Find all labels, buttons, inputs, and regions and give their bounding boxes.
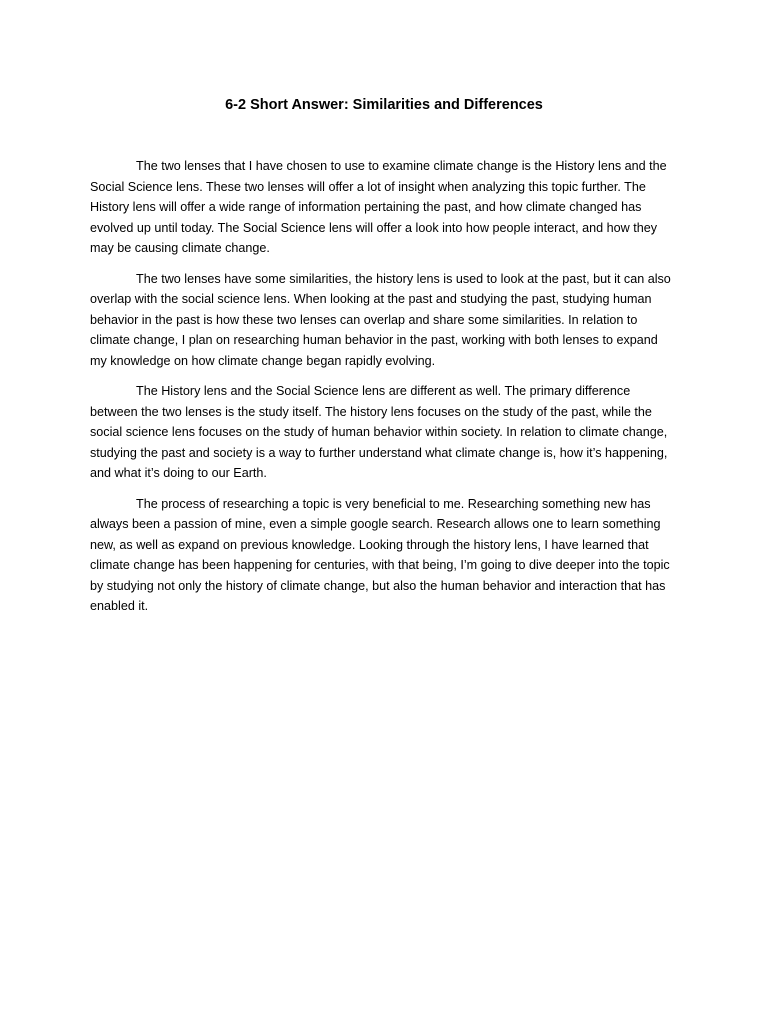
paragraph-1: The two lenses that I have chosen to use to examine climate change is the History lens and the Social Science lens. These two lenses will offer a lot of insight when analyzing this topic further. The History lens will offer a wide range of information pertaining the past, and how climate changed has evolved up until today. The Social Science lens will offer a look into how people interact, and how they may be causing climate change. — [90, 159, 667, 255]
document-title: 6-2 Short Answer: Similarities and Differences — [225, 97, 543, 113]
paragraph-2: The two lenses have some similarities, the history lens is used to look at the past, but it can also overlap with the social science lens. When looking at the past and studying the past, studying human behavior in the past is how these two lenses can overlap and share some similarities. In relation to climate change, I plan on researching human behavior in the past, working with both lenses to expand my knowledge on how climate change began rapidly evolving. — [90, 271, 671, 368]
paragraph-3: The History lens and the Social Science lens are different as well. The primary difference between the two lenses is the study itself. The history lens focuses on the study of the past, while the social science lens focuses on the study of human behavior within society. In relation to climate change, studying the past and society is a way to further understand what climate change is, how it’s happening, and what it’s doing to our Earth. — [90, 384, 668, 480]
paragraph-4: The process of researching a topic is very beneficial to me. Researching something new has always been a passion of mine, even a simple google search. Research allows one to learn something new, as well as expand on previous knowledge. Looking through the history lens, I have learned that climate change has been happening for centuries, with that being, I’m going to dive deeper into the topic by studying not only the history of climate change, but also the human behavior and interaction that has enabled it. — [90, 496, 670, 613]
document-body — [90, 156, 676, 627]
